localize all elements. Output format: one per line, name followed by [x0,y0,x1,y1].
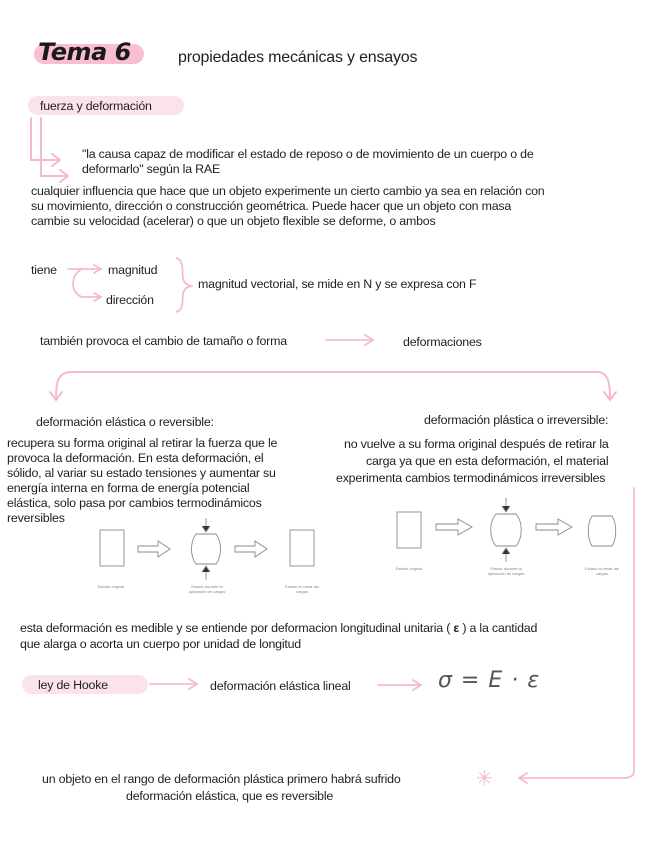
magnitud-label: magnitud [108,263,158,277]
elastic-diagram [100,518,314,580]
elastica-line-3: sólido, al variar su estado tensiones y aumentar su [7,466,276,480]
page-subtitle: propiedades mecánicas y ensayos [178,49,418,66]
curly-brace [176,258,191,312]
elastica-caption-carga: Estado durante la aplicación de cargas [188,584,226,594]
plastica-line-1: no vuelve a su forma original después de retirar la [344,437,609,451]
plastic-diagram [397,498,616,562]
plastica-caption-cesar: Estado al cesar las cargas [585,566,619,576]
epsilon-symbol: ε [453,621,460,635]
tiene-label: tiene [31,263,57,277]
plastica-line-3: experimenta cambios termodinámicos irreversibles [336,471,606,485]
elastica-lineal-label: deformación elástica lineal [210,679,351,693]
footer-line-1: un objeto en el rango de deformación plástica primero habrá sufrido [42,772,401,786]
fuerza-down-arrow [31,118,68,182]
medible-line-1 [20,620,537,636]
plastica-line-2: carga ya que en esta deformación, el material [366,454,609,468]
hooke-label: ley de Hooke [38,678,108,692]
fuerza-desc-line-2: su movimiento, dirección o construcción geométrica. Puede hacer que un objeto con masa [31,199,512,213]
plastica-caption-carga: Estado durante la aplicación de cargas [487,566,525,576]
fuerza-desc-line-3: cambie su velocidad (acelerar) o que un objeto flexible se deforme, o ambos [31,214,436,228]
elastica-line-4: energía interna en forma de energía potencial [7,481,250,495]
elastica-line-1: recupera su forma original al retirar la fuerza que le [7,436,278,450]
branch-arrows [50,372,616,400]
footer-line-2: deformación elástica, que es reversible [126,789,334,803]
elastica-heading: deformación elástica o reversible: [36,415,214,429]
provoca-text: también provoca el cambio de tamaño o forma [40,334,287,348]
fuerza-desc-line-1: cualquier influencia que hace que un objeto experimente un cierto cambio ya sea en relación con [31,184,545,198]
elastica-line-6: reversibles [7,511,65,525]
tema-title: Tema 6 [38,38,131,66]
elastica-line-2: provoca la deformación. En esta deformación, el [7,451,264,465]
deformaciones-label: deformaciones [403,335,482,349]
plastica-heading: deformación plástica o irreversible: [424,413,609,427]
fuerza-label: fuerza y deformación [40,99,152,113]
elastica-caption-cesar: Estado al cesar las cargas [285,584,319,594]
plastica-caption-original: Estado original [395,566,423,571]
hooke-formula: σ = E · ε [438,668,541,693]
provoca-arrow [326,335,373,345]
medible-line-2: que alarga o acorta un cuerpo por unidad de longitud [20,637,301,651]
elastica-caption-original: Estado original [97,584,125,589]
vectorial-note: magnitud vectorial, se mide en N y se expresa con F [198,277,477,291]
direccion-label: dirección [106,293,154,307]
rae-quote-line-1: "la causa capaz de modificar el estado de reposo o de movimiento de un cuerpo o de [82,147,534,161]
rae-quote-line-2: deformarlo" según la RAE [82,162,221,176]
medible-line-1-b: ) a la cantidad [462,621,538,635]
elastica-line-5: elástica, solo pasa por cambios termodinámicos [7,496,262,510]
star-icon: ✳ [476,768,493,790]
tiene-bracket-arrows [68,265,101,301]
medible-line-1-a: esta deformación es medible y se entiende por deformacion longitudinal unitaria ( [20,621,451,635]
